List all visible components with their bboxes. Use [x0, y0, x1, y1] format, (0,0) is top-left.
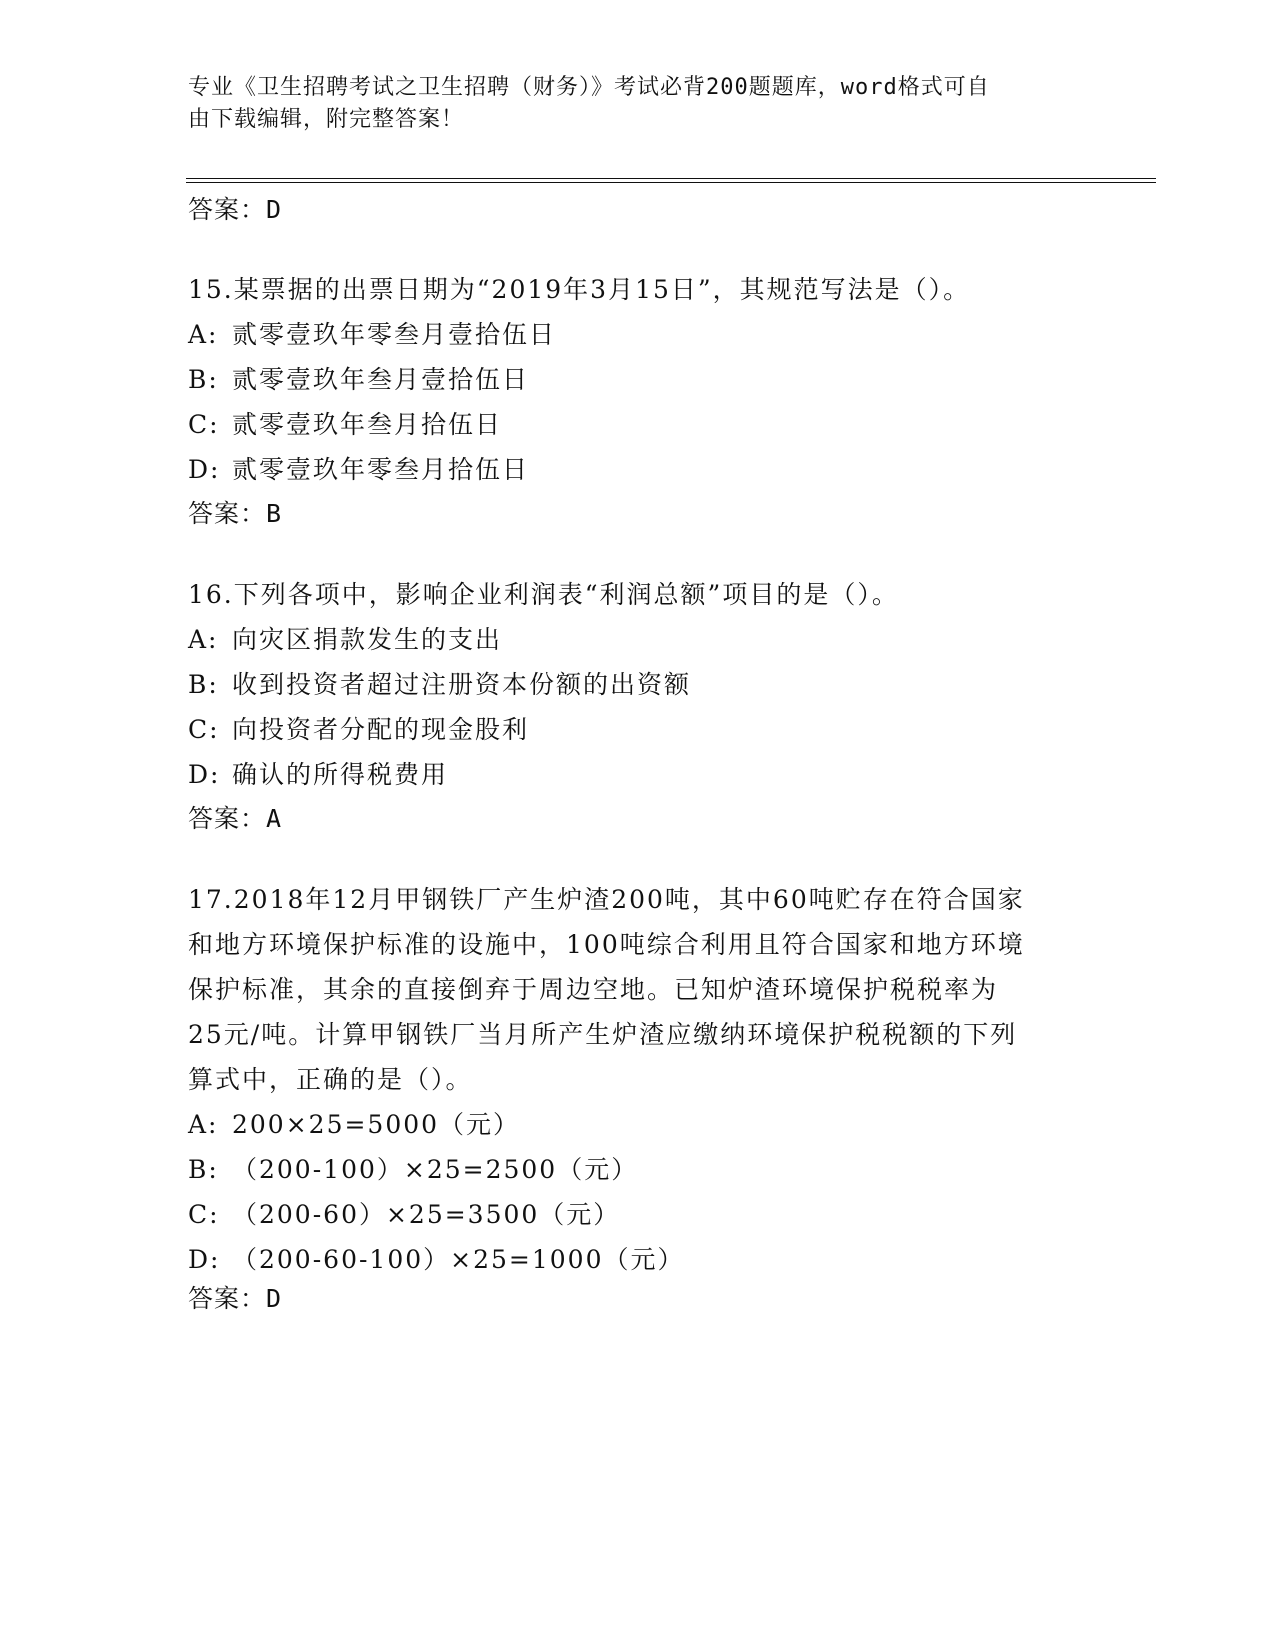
- stem-line: 保护标准，其余的直接倒弃于周边空地。已知炉渣环境保护税税率为: [188, 975, 999, 1004]
- answer-label: 答案：: [188, 499, 267, 528]
- option-text: （200-100）×25=2500（元）: [232, 1155, 639, 1184]
- answer-value: D: [266, 195, 283, 224]
- option-text: 200×25=5000（元）: [232, 1110, 521, 1139]
- option-d: [188, 447, 1088, 492]
- option-letter: A:: [188, 1110, 219, 1139]
- option-text: 贰零壹玖年叁月壹拾伍日: [232, 365, 530, 394]
- question-stem: 15.某票据的出票日期为“2019年3月15日”，其规范写法是（）。: [188, 275, 971, 304]
- stem-line: 算式中，正确的是（）。: [188, 1065, 473, 1094]
- question-stem: [188, 877, 1088, 1102]
- option-b: [188, 357, 1088, 402]
- answer-value: B: [266, 499, 283, 528]
- stem-line: 17.2018年12月甲钢铁厂产生炉渣200吨，其中60吨贮存在符合国家: [188, 885, 1025, 914]
- option-letter: D:: [188, 760, 221, 789]
- option-b: [188, 1147, 1088, 1192]
- option-letter: C:: [188, 715, 220, 744]
- option-letter: A:: [188, 320, 219, 349]
- option-letter: C:: [188, 1200, 220, 1229]
- option-c: [188, 402, 1088, 447]
- answer-value: D: [266, 1284, 283, 1313]
- answer-15: [188, 497, 282, 531]
- answer-label: 答案：: [188, 804, 267, 833]
- option-text: 收到投资者超过注册资本份额的出资额: [232, 670, 692, 699]
- option-letter: B:: [188, 365, 219, 394]
- option-text: 确认的所得税费用: [232, 760, 449, 789]
- option-text: 贰零壹玖年叁月拾伍日: [232, 410, 503, 439]
- previous-answer: [188, 193, 282, 227]
- answer-value: A: [266, 804, 283, 833]
- answer-17: [188, 1282, 282, 1316]
- option-letter: D:: [188, 1245, 221, 1274]
- header-divider: [186, 178, 1156, 183]
- option-text: （200-60-100）×25=1000（元）: [232, 1245, 685, 1274]
- option-text: 贰零壹玖年零叁月拾伍日: [232, 455, 530, 484]
- option-letter: B:: [188, 670, 219, 699]
- option-c: [188, 1192, 1088, 1237]
- question-stem: 16.下列各项中，影响企业利润表“利润总额”项目的是（）。: [188, 580, 899, 609]
- option-b: [188, 662, 1088, 707]
- answer-16: [188, 802, 282, 836]
- option-d: [188, 1237, 1088, 1282]
- option-a: [188, 617, 1088, 662]
- question-16: [188, 572, 1088, 797]
- question-15: [188, 267, 1088, 492]
- option-text: 向灾区捐款发生的支出: [232, 625, 503, 654]
- option-a: [188, 312, 1088, 357]
- stem-line: 25元/吨。计算甲钢铁厂当月所产生炉渣应缴纳环境保护税税额的下列: [188, 1020, 1018, 1049]
- option-text: （200-60）×25=3500（元）: [232, 1200, 621, 1229]
- option-a: [188, 1102, 1088, 1147]
- document-header: [188, 72, 1088, 136]
- option-letter: D:: [188, 455, 221, 484]
- option-letter: B:: [188, 1155, 219, 1184]
- header-line-2: 由下载编辑，附完整答案！: [188, 107, 465, 132]
- answer-label: 答案：: [188, 1284, 267, 1313]
- option-d: [188, 752, 1088, 797]
- option-text: 向投资者分配的现金股利: [232, 715, 530, 744]
- header-line-1: 专业《卫生招聘考试之卫生招聘（财务）》考试必背200题题库，word格式可自: [188, 75, 990, 100]
- option-letter: C:: [188, 410, 220, 439]
- option-letter: A:: [188, 625, 219, 654]
- answer-label: 答案：: [188, 195, 267, 224]
- option-c: [188, 707, 1088, 752]
- option-text: 贰零壹玖年零叁月壹拾伍日: [232, 320, 557, 349]
- question-17: [188, 877, 1088, 1282]
- stem-line: 和地方环境保护标准的设施中，100吨综合利用且符合国家和地方环境: [188, 930, 1025, 959]
